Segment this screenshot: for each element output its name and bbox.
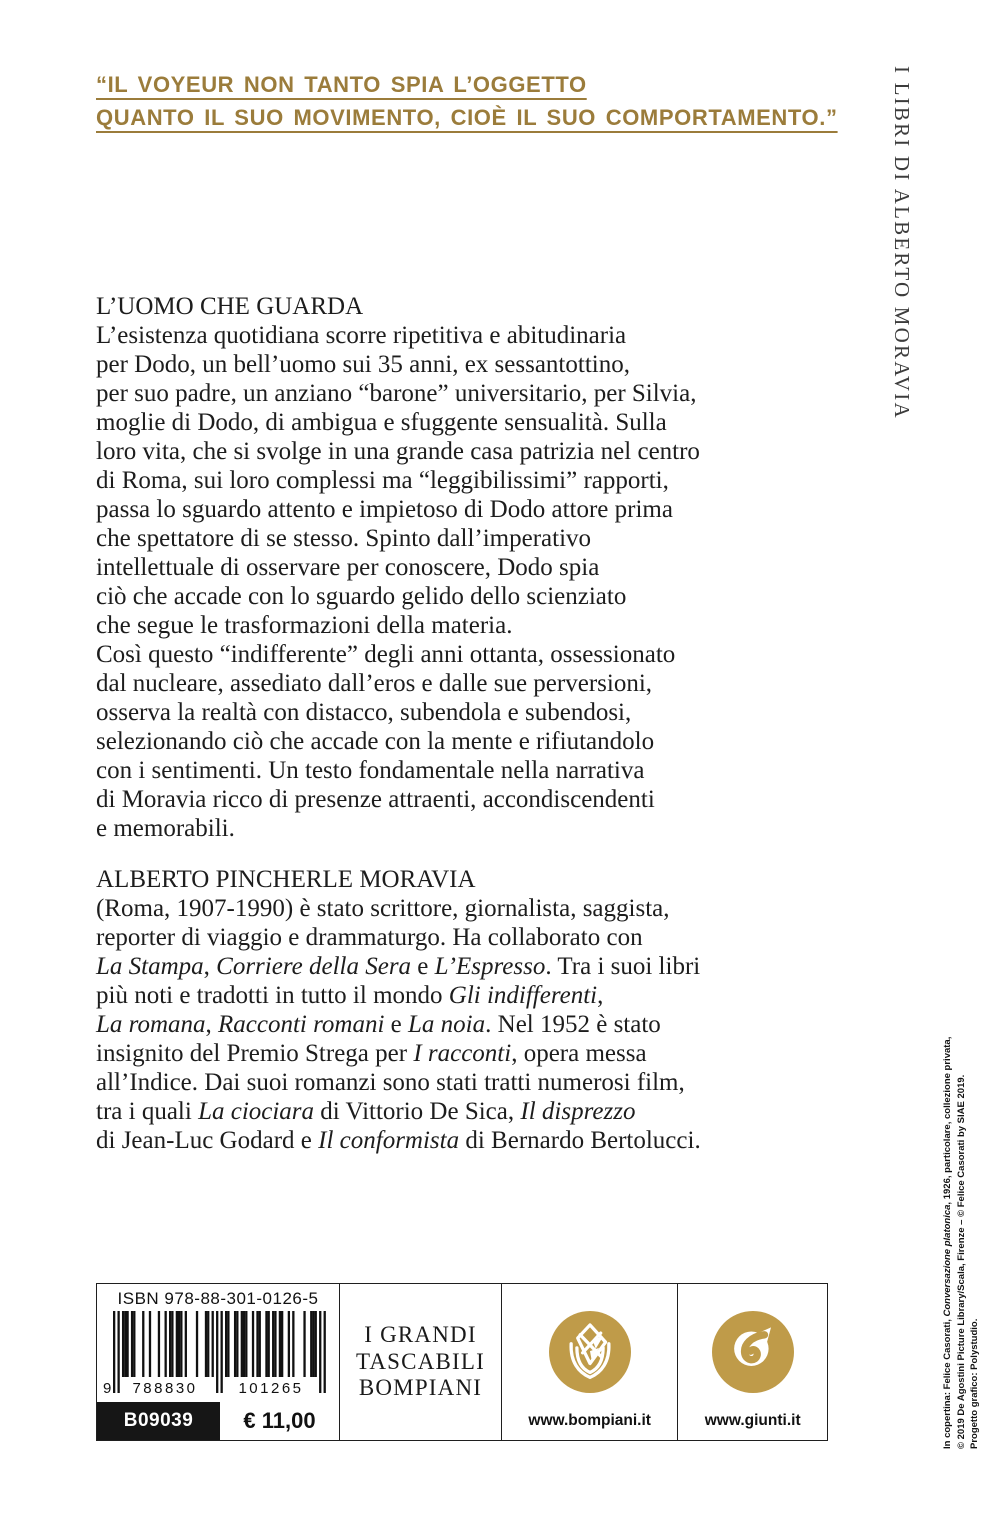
barcode-digit-left: 9 [103, 1380, 114, 1397]
series-name [356, 1322, 485, 1402]
text-line: La romana, Racconti romani e La noia. Nel 1952 è stato [96, 1011, 661, 1038]
text-line: L’esistenza quotidiana scorre ripetitiva e abitudinaria [96, 322, 627, 349]
text-line: di Moravia ricco di presenze attraenti, accondiscendenti [96, 786, 655, 813]
edition-code-badge: B09039 [97, 1402, 220, 1440]
text-line: all’Indice. Dai suoi romanzi sono stati tratti numerosi film, [96, 1069, 685, 1096]
cover-quote-line-1: “IL VOYEUR NON TANTO SPIA L’OGGETTO [96, 72, 587, 97]
text-line: di Roma, sui loro complessi ma “leggibilissimi” rapporti, [96, 467, 669, 494]
isbn-number: ISBN 978-88-301-0126-5 [117, 1289, 319, 1308]
giunti-spiral-icon [712, 1311, 794, 1393]
text-line: e memorabili. [96, 815, 235, 842]
text-line: dal nucleare, assediato dall’eros e dalle sue perversioni, [96, 670, 653, 697]
barcode-digits-left-group: 788830 [132, 1380, 198, 1397]
text-line: Progetto grafico: Polystudio. [969, 1318, 980, 1449]
text-line: per Dodo, un bell’uomo sui 35 anni, ex sessantottino, [96, 351, 630, 378]
text-line: di Jean-Luc Godard e Il conformista di Bernardo Bertolucci. [96, 1127, 701, 1154]
price-label: € 11,00 [220, 1402, 339, 1440]
giunti-cell [678, 1284, 827, 1440]
text-line: I GRANDI [364, 1322, 477, 1348]
barcode-cell [97, 1284, 340, 1440]
text-line: Così questo “indifferente” degli anni ottanta, ossessionato [96, 641, 676, 668]
text-line: La Stampa, Corriere della Sera e L’Espresso. Tra i suoi libri [96, 953, 701, 980]
synopsis-text [96, 321, 700, 843]
text-line: (Roma, 1907-1990) è stato scrittore, giornalista, saggista, [96, 895, 670, 922]
text-line: insignito del Premio Strega per I racconti, opera messa [96, 1040, 647, 1067]
text-line: TASCABILI [355, 1348, 486, 1374]
author-name: ALBERTO PINCHERLE MORAVIA [96, 866, 476, 893]
text-line: che segue le trasformazioni della materia. [96, 612, 513, 639]
text-line: tra i quali La ciociara di Vittorio De Sica, Il disprezzo [96, 1098, 636, 1125]
cover-quote-line-2: QUANTO IL SUO MOVIMENTO, CIOÈ IL SUO COMPORTAMENTO.” [96, 105, 838, 130]
text-line: © 2019 De Agostini Picture Library/Scala, Firenze – © Felice Casorati by SIAE 2019. [955, 1074, 967, 1449]
text-line: ciò che accade con lo sguardo gelido dello scienziato [96, 583, 627, 610]
text-line: BOMPIANI [358, 1375, 483, 1401]
author-bio-block [96, 865, 701, 1155]
footer-strip [96, 1283, 828, 1441]
text-line: intellettuale di osservare per conoscere, Dodo spia [96, 554, 600, 581]
code-price-row [97, 1402, 339, 1440]
cover-credits [941, 901, 982, 1449]
synopsis-title: L’UOMO CHE GUARDA [96, 293, 364, 320]
text-line: più noti e tradotti in tutto il mondo Gli indifferenti, [96, 982, 604, 1009]
bompiani-cell [502, 1284, 678, 1440]
text-line: con i sentimenti. Un testo fondamentale nella narrativa [96, 757, 645, 784]
text-line: osserva la realtà con distacco, subendola e subendosi, [96, 699, 632, 726]
text-line: In copertina: Felice Casorati, Conversazione platonica, 1926, particolare, collezione privata, [942, 1036, 953, 1449]
bompiani-url: www.bompiani.it [528, 1412, 651, 1429]
series-cell [340, 1284, 502, 1440]
author-bio-text [96, 894, 701, 1155]
text-line: loro vita, che si svolge in una grande casa patrizia nel centro [96, 438, 700, 465]
bompiani-flower-icon [549, 1311, 631, 1393]
giunti-url: www.giunti.it [704, 1412, 801, 1429]
ean13-barcode [99, 1311, 337, 1399]
text-line: per suo padre, un anziano “barone” universitario, per Silvia, [96, 380, 697, 407]
cover-quote [96, 68, 838, 134]
synopsis-block [96, 292, 700, 843]
barcode-digits-right-group: 101265 [238, 1380, 304, 1397]
text-line: selezionando ciò che accade con la mente e rifiutandolo [96, 728, 655, 755]
text-line: reporter di viaggio e drammaturgo. Ha collaborato con [96, 924, 643, 951]
text-line: passa lo sguardo attento e impietoso di Dodo attore prima [96, 496, 673, 523]
text-line: che spettatore di se stesso. Spinto dall’imperativo [96, 525, 592, 552]
text-line: moglie di Dodo, di ambigua e sfuggente sensualità. Sulla [96, 409, 667, 436]
spine-series-title: I LIBRI DI ALBERTO MORAVIA [890, 66, 914, 420]
